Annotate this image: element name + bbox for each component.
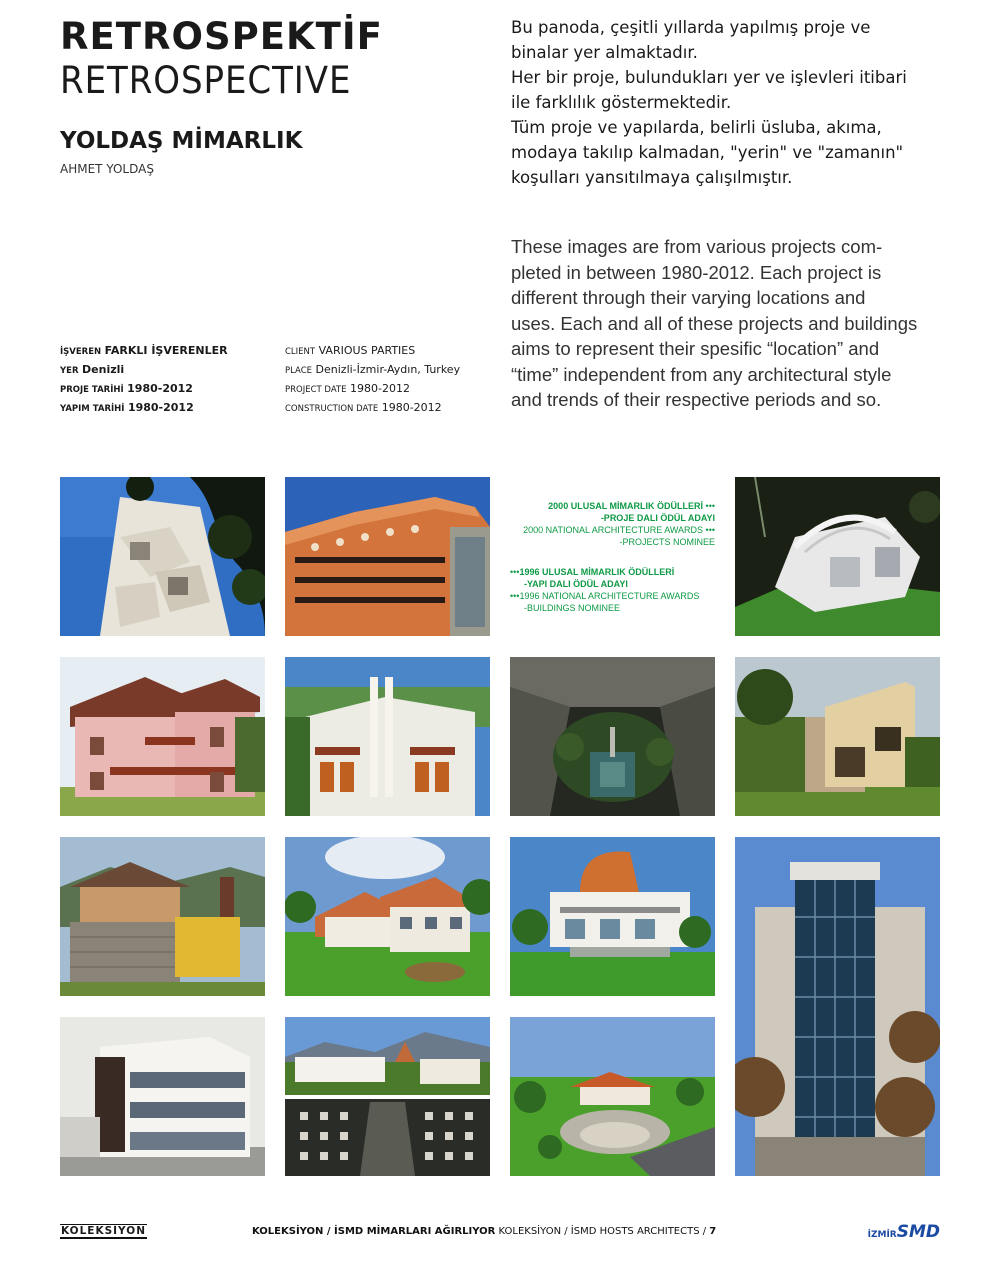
intro-turkish xyxy=(511,15,951,190)
intro-en-line: aims to represent their spesific “location” and xyxy=(511,338,880,359)
arrow-icon: ••• xyxy=(705,501,715,511)
award-2000-line xyxy=(510,500,715,512)
meta-value: FARKLI İŞVERENLER xyxy=(104,344,228,357)
award-1996-title: 1996 ULUSAL MİMARLIK ÖDÜLLERİ xyxy=(519,567,675,577)
meta-row xyxy=(60,361,228,380)
photo-courtyard-aerial xyxy=(510,657,715,816)
meta-key: İŞVEREN xyxy=(60,347,102,357)
photo-villa-render-garden xyxy=(285,837,490,996)
meta-key: CONSTRUCTION DATE xyxy=(285,404,379,414)
koleksiyon-logo: KOLEKSİYON xyxy=(61,1225,147,1237)
photo-beige-block-house xyxy=(735,657,940,816)
meta-row xyxy=(60,342,228,361)
meta-row xyxy=(60,399,228,418)
photo-office-render xyxy=(60,1017,265,1176)
intro-en-line: uses. Each and all of these projects and buildings xyxy=(511,312,918,334)
meta-key: YER xyxy=(60,366,79,376)
meta-value: VARIOUS PARTIES xyxy=(318,344,416,357)
photo-architectural-model xyxy=(735,477,940,636)
meta-value: Denizli xyxy=(82,363,125,376)
meta-key: PLACE xyxy=(285,366,313,376)
intro-tr-line: ile farklılık göstermektedir. xyxy=(511,93,732,112)
intro-en-line: “time” independent from any architectural style xyxy=(511,363,892,385)
intro-tr-line: Bu panoda, çeşitli yıllarda yapılmış proje ve xyxy=(511,18,871,37)
meta-key: YAPIM TARİHİ xyxy=(60,404,125,414)
awards-notes xyxy=(510,500,715,614)
photo-glass-tower xyxy=(735,837,940,1176)
title-turkish: RETROSPEKTİF xyxy=(60,15,383,58)
meta-row xyxy=(285,342,460,361)
meta-value: 1980-2012 xyxy=(381,401,442,414)
intro-tr-line: binalar yer almaktadır. xyxy=(511,43,698,62)
intro-en-line: and trends of their respective periods and so. xyxy=(511,389,882,410)
photo-curved-orange-building xyxy=(285,477,490,636)
photo-resort-complex xyxy=(285,1017,490,1176)
photo-stone-pagoda-house xyxy=(60,837,265,996)
meta-value: 1980-2012 xyxy=(127,382,193,395)
firm-name: YOLDAŞ MİMARLIK xyxy=(60,128,303,154)
intro-tr-line: Tüm proje ve yapılarda, belirli üsluba, akıma, xyxy=(511,118,882,137)
intro-tr-line: koşulları yansıtılmaya çalışılmıştır. xyxy=(511,168,793,187)
meta-value: Denizli-İzmir-Aydın, Turkey xyxy=(315,363,461,376)
meta-key: CLIENT xyxy=(285,347,316,357)
award-1996-line xyxy=(510,590,715,602)
meta-value: 1980-2012 xyxy=(127,401,194,414)
award-2000-title: 2000 ULUSAL MİMARLIK ÖDÜLLERİ xyxy=(548,501,704,511)
meta-row xyxy=(60,380,228,399)
award-2000-category: -PROJE DALI ÖDÜL ADAYI xyxy=(600,513,715,523)
photo-amphitheatre-render xyxy=(510,1017,715,1176)
arrow-icon: ••• xyxy=(510,591,520,601)
project-meta-english xyxy=(285,342,460,418)
intro-tr-line: modaya takılıp kalmadan, "yerin" ve "zamanın" xyxy=(511,143,904,162)
award-2000-line xyxy=(510,512,715,524)
page-number: 7 xyxy=(709,1226,717,1237)
intro-en-line: different through their varying locations and xyxy=(511,287,866,308)
award-2000-line xyxy=(510,536,715,548)
award-1996-line xyxy=(510,578,715,590)
award-2000-line xyxy=(510,524,715,536)
intro-en-line: pleted in between 1980-2012. Each project is xyxy=(511,261,882,283)
project-meta-turkish xyxy=(60,342,228,418)
izmir-smd-logo xyxy=(868,1222,940,1242)
meta-key: PROJE TARİHİ xyxy=(60,385,124,395)
award-1996-line xyxy=(510,602,715,614)
award-1996-category-en: -BUILDINGS NOMINEE xyxy=(524,603,621,613)
intro-english xyxy=(511,234,951,413)
intro-tr-line: Her bir proje, bulundukları yer ve işlevleri itibari xyxy=(511,68,907,87)
architect-name: AHMET YOLDAŞ xyxy=(60,162,154,176)
page-footer xyxy=(60,1222,940,1246)
award-1996-category: -YAPI DALI ÖDÜL ADAYI xyxy=(524,579,628,589)
photo-white-villa xyxy=(285,657,490,816)
meta-row xyxy=(285,361,460,380)
award-1996-line xyxy=(510,566,715,578)
intro-en-line: These images are from various projects com- xyxy=(511,236,883,257)
photo-balcony-building xyxy=(60,477,265,636)
meta-value: 1980-2012 xyxy=(350,382,411,395)
meta-row xyxy=(285,380,460,399)
footer-caption-normal: KOLEKSİYON / İSMD HOSTS ARCHITECTS / xyxy=(495,1226,710,1237)
title-english: RETROSPECTIVE xyxy=(60,59,352,102)
meta-row xyxy=(285,399,460,418)
award-1996-title-en: 1996 NATIONAL ARCHITECTURE AWARDS xyxy=(519,591,700,601)
footer-caption xyxy=(252,1226,716,1237)
photo-pink-house xyxy=(60,657,265,816)
footer-caption-bold: KOLEKSİYON / İSMD MİMARLARI AĞIRLIYOR xyxy=(252,1226,496,1237)
award-2000-category-en: -PROJECTS NOMINEE xyxy=(619,537,715,547)
arrow-icon: ••• xyxy=(510,567,520,577)
meta-key: PROJECT DATE xyxy=(285,385,347,395)
izmir-smd-logo-big: SMD xyxy=(896,1222,940,1242)
photo-orange-drum-villa xyxy=(510,837,715,996)
izmir-smd-logo-small: İZMİR xyxy=(867,1230,897,1240)
award-2000-title-en: 2000 NATIONAL ARCHITECTURE AWARDS xyxy=(523,525,704,535)
arrow-icon: ••• xyxy=(705,525,715,535)
